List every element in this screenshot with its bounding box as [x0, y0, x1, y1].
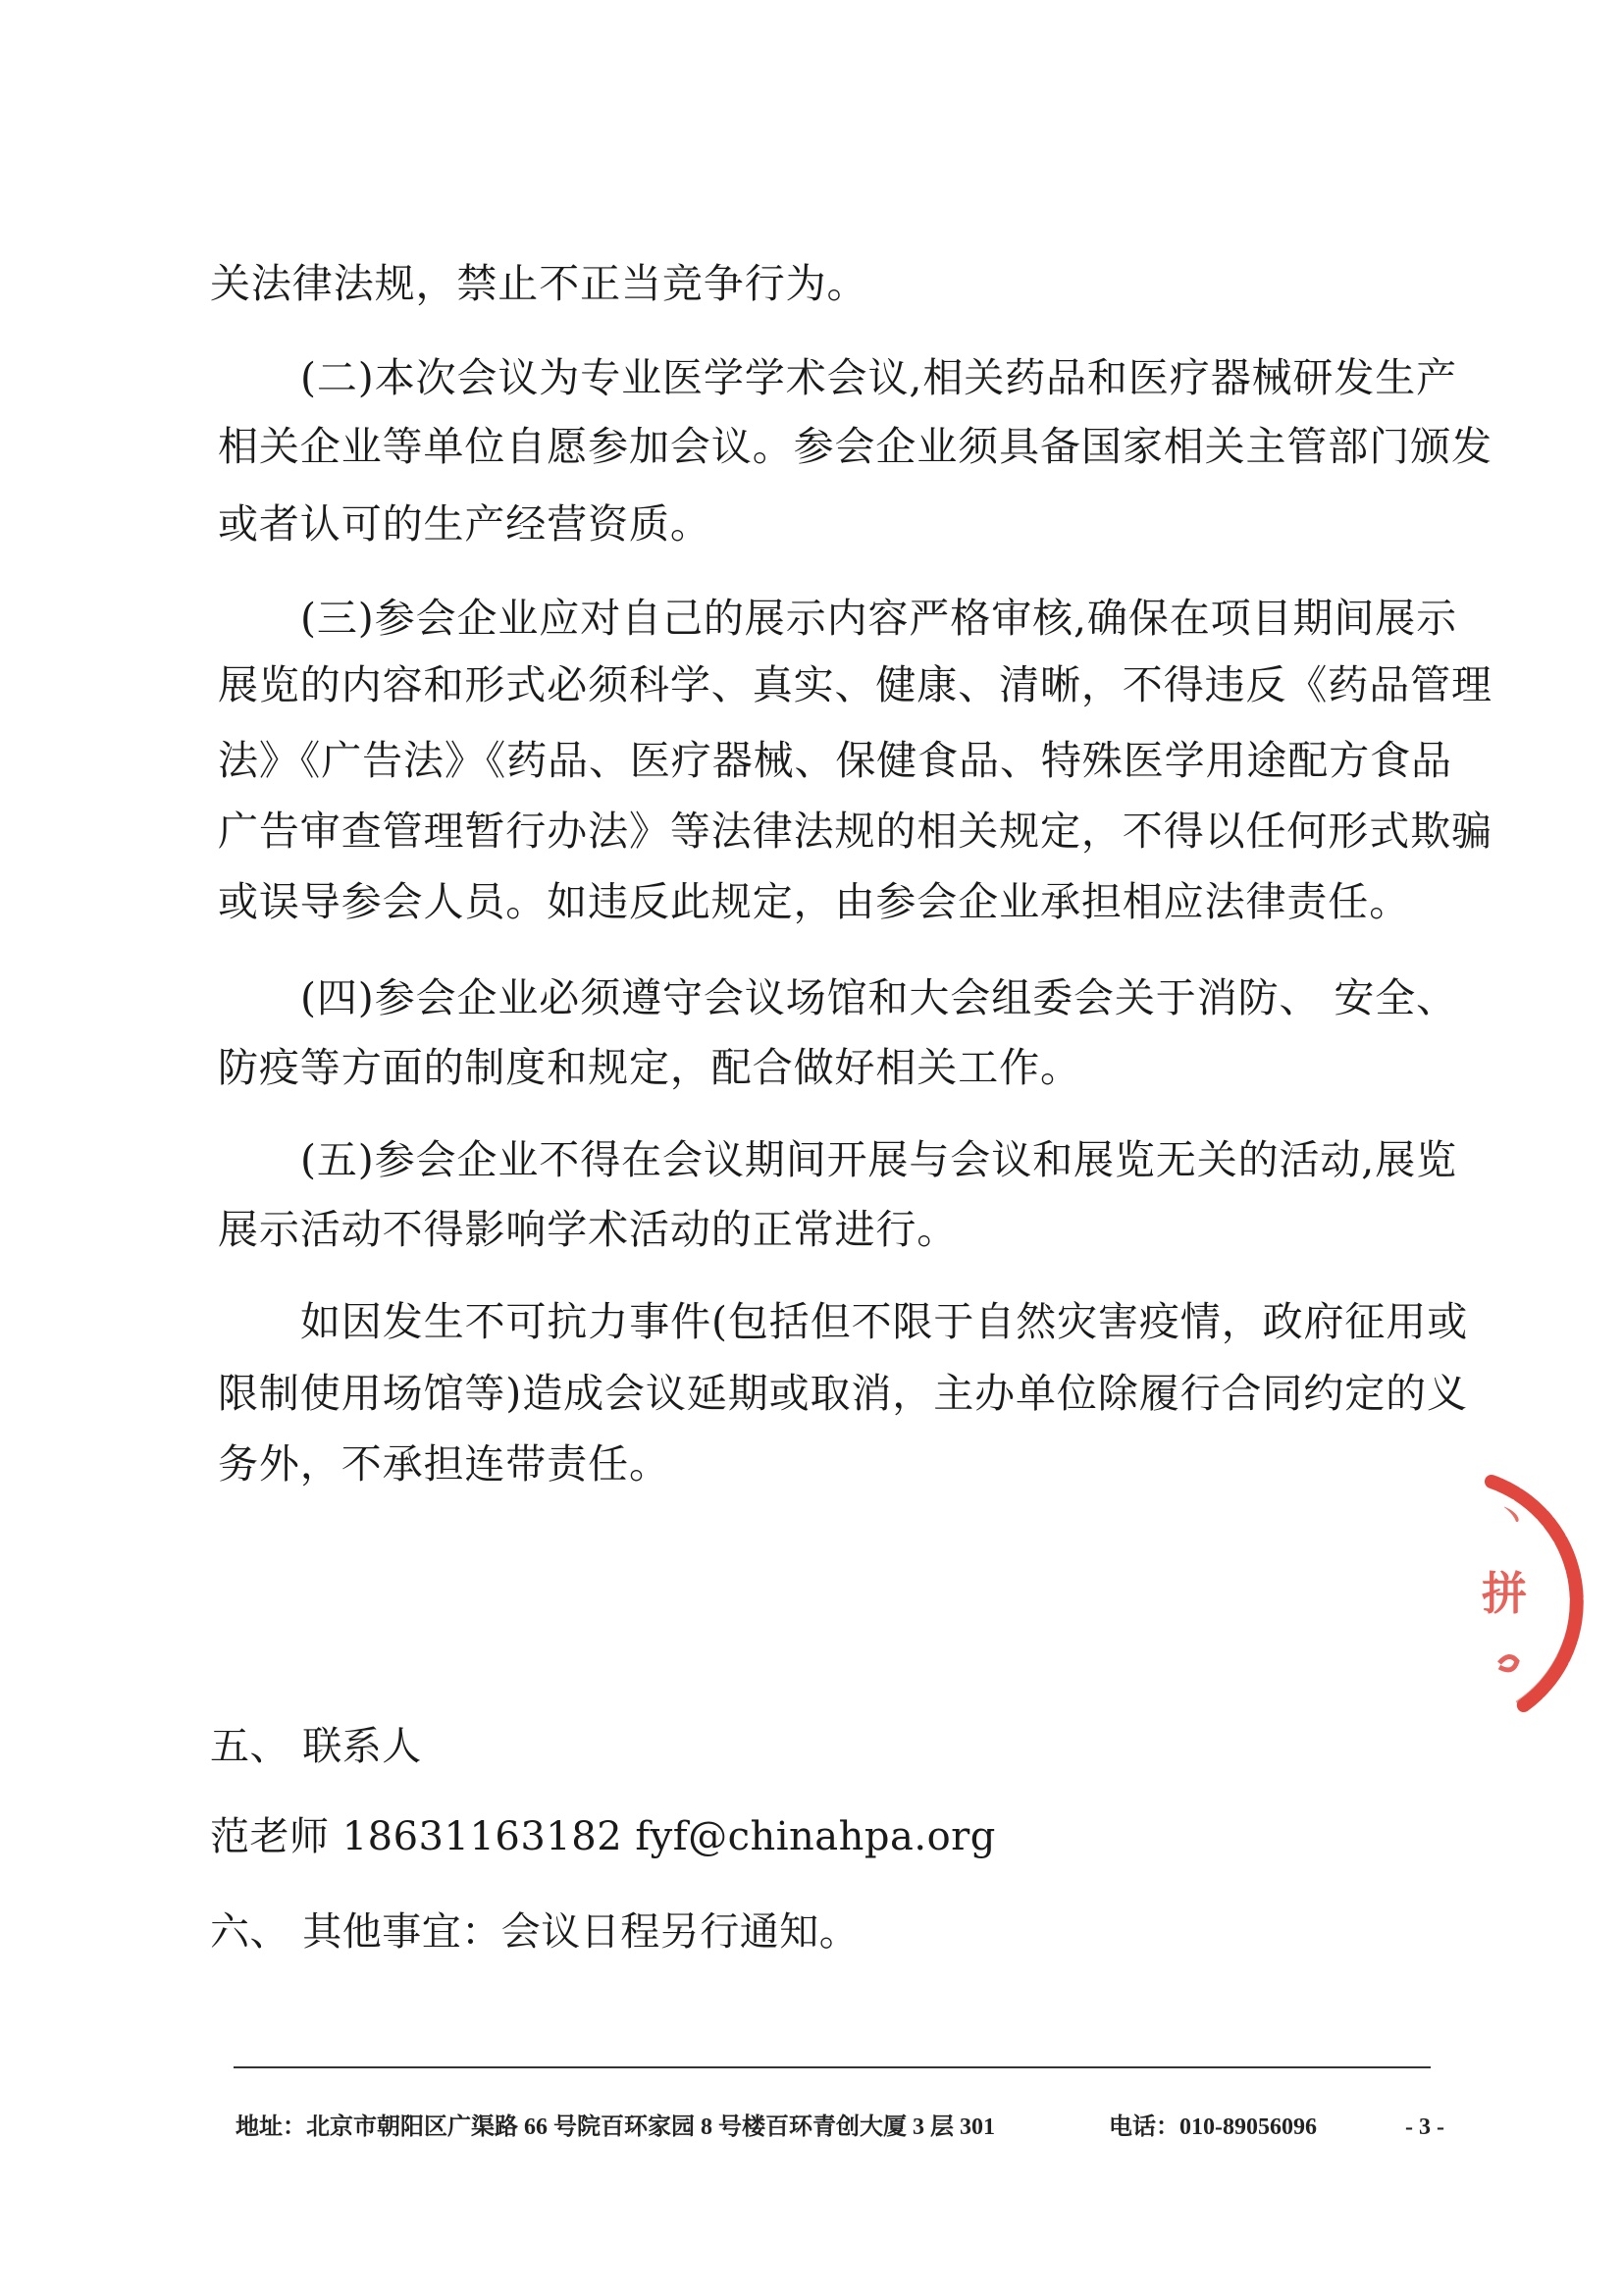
- body-line: 或者认可的生产经营资质。: [218, 500, 711, 548]
- body-line: 如因发生不可抗力事件(包括但不限于自然灾害疫情，政府征用或: [300, 1298, 1469, 1345]
- other-matters: 六、 其他事宜：会议日程另行通知。: [210, 1909, 860, 1955]
- body-line: 限制使用场馆等)造成会议延期或取消，主办单位除履行合同约定的义: [218, 1370, 1468, 1417]
- footer-divider: [234, 2066, 1431, 2068]
- body-line: 法》《广告法》《药品、医疗器械、保健食品、特殊医学用途配方食品: [218, 737, 1452, 784]
- body-line: (二)本次会议为专业医学学术会议,相关药品和医疗器械研发生产: [300, 354, 1458, 401]
- body-line: 广告审查管理暂行办法》等法律法规的相关规定，不得以任何形式欺骗: [218, 808, 1492, 855]
- svg-text:丶: 丶: [1492, 1495, 1531, 1540]
- body-line: 防疫等方面的制度和规定，配合做好相关工作。: [218, 1044, 1081, 1091]
- body-line: (四)参会企业必须遵守会议场馆和大会组委会关于消防、 安全、: [300, 974, 1458, 1021]
- svg-text:拼: 拼: [1482, 1567, 1527, 1620]
- body-line: 关法律法规，禁止不正当竞争行为。: [210, 260, 868, 307]
- footer-page-number: - 3 -: [1405, 2114, 1444, 2140]
- body-line: 展览的内容和形式必须科学、真实、健康、清晰，不得违反《药品管理: [218, 661, 1492, 708]
- official-seal-stamp: [1452, 1462, 1623, 1727]
- body-line: (五)参会企业不得在会议期间开展与会议和展览无关的活动,展览: [300, 1136, 1458, 1183]
- contact-person: 范老师 18631163182 fyf@chinahpa.org: [210, 1814, 996, 1859]
- body-line: 相关企业等单位自愿参加会议。参会企业须具备国家相关主管部门颁发: [218, 423, 1492, 470]
- body-line: 或误导参会人员。如违反此规定，由参会企业承担相应法律责任。: [218, 878, 1411, 925]
- footer-address: 地址：北京市朝阳区广渠路 66 号院百环家园 8 号楼百环青创大厦 3 层 301: [236, 2114, 995, 2140]
- body-line: 务外，不承担连带责任。: [218, 1440, 670, 1487]
- body-line: 展示活动不得影响学术活动的正常进行。: [218, 1206, 959, 1253]
- body-line: (三)参会企业应对自己的展示内容严格审核,确保在项目期间展示: [300, 595, 1458, 642]
- contact-heading: 五、 联系人: [210, 1724, 422, 1769]
- footer-phone: 电话：010-89056096: [1109, 2114, 1317, 2140]
